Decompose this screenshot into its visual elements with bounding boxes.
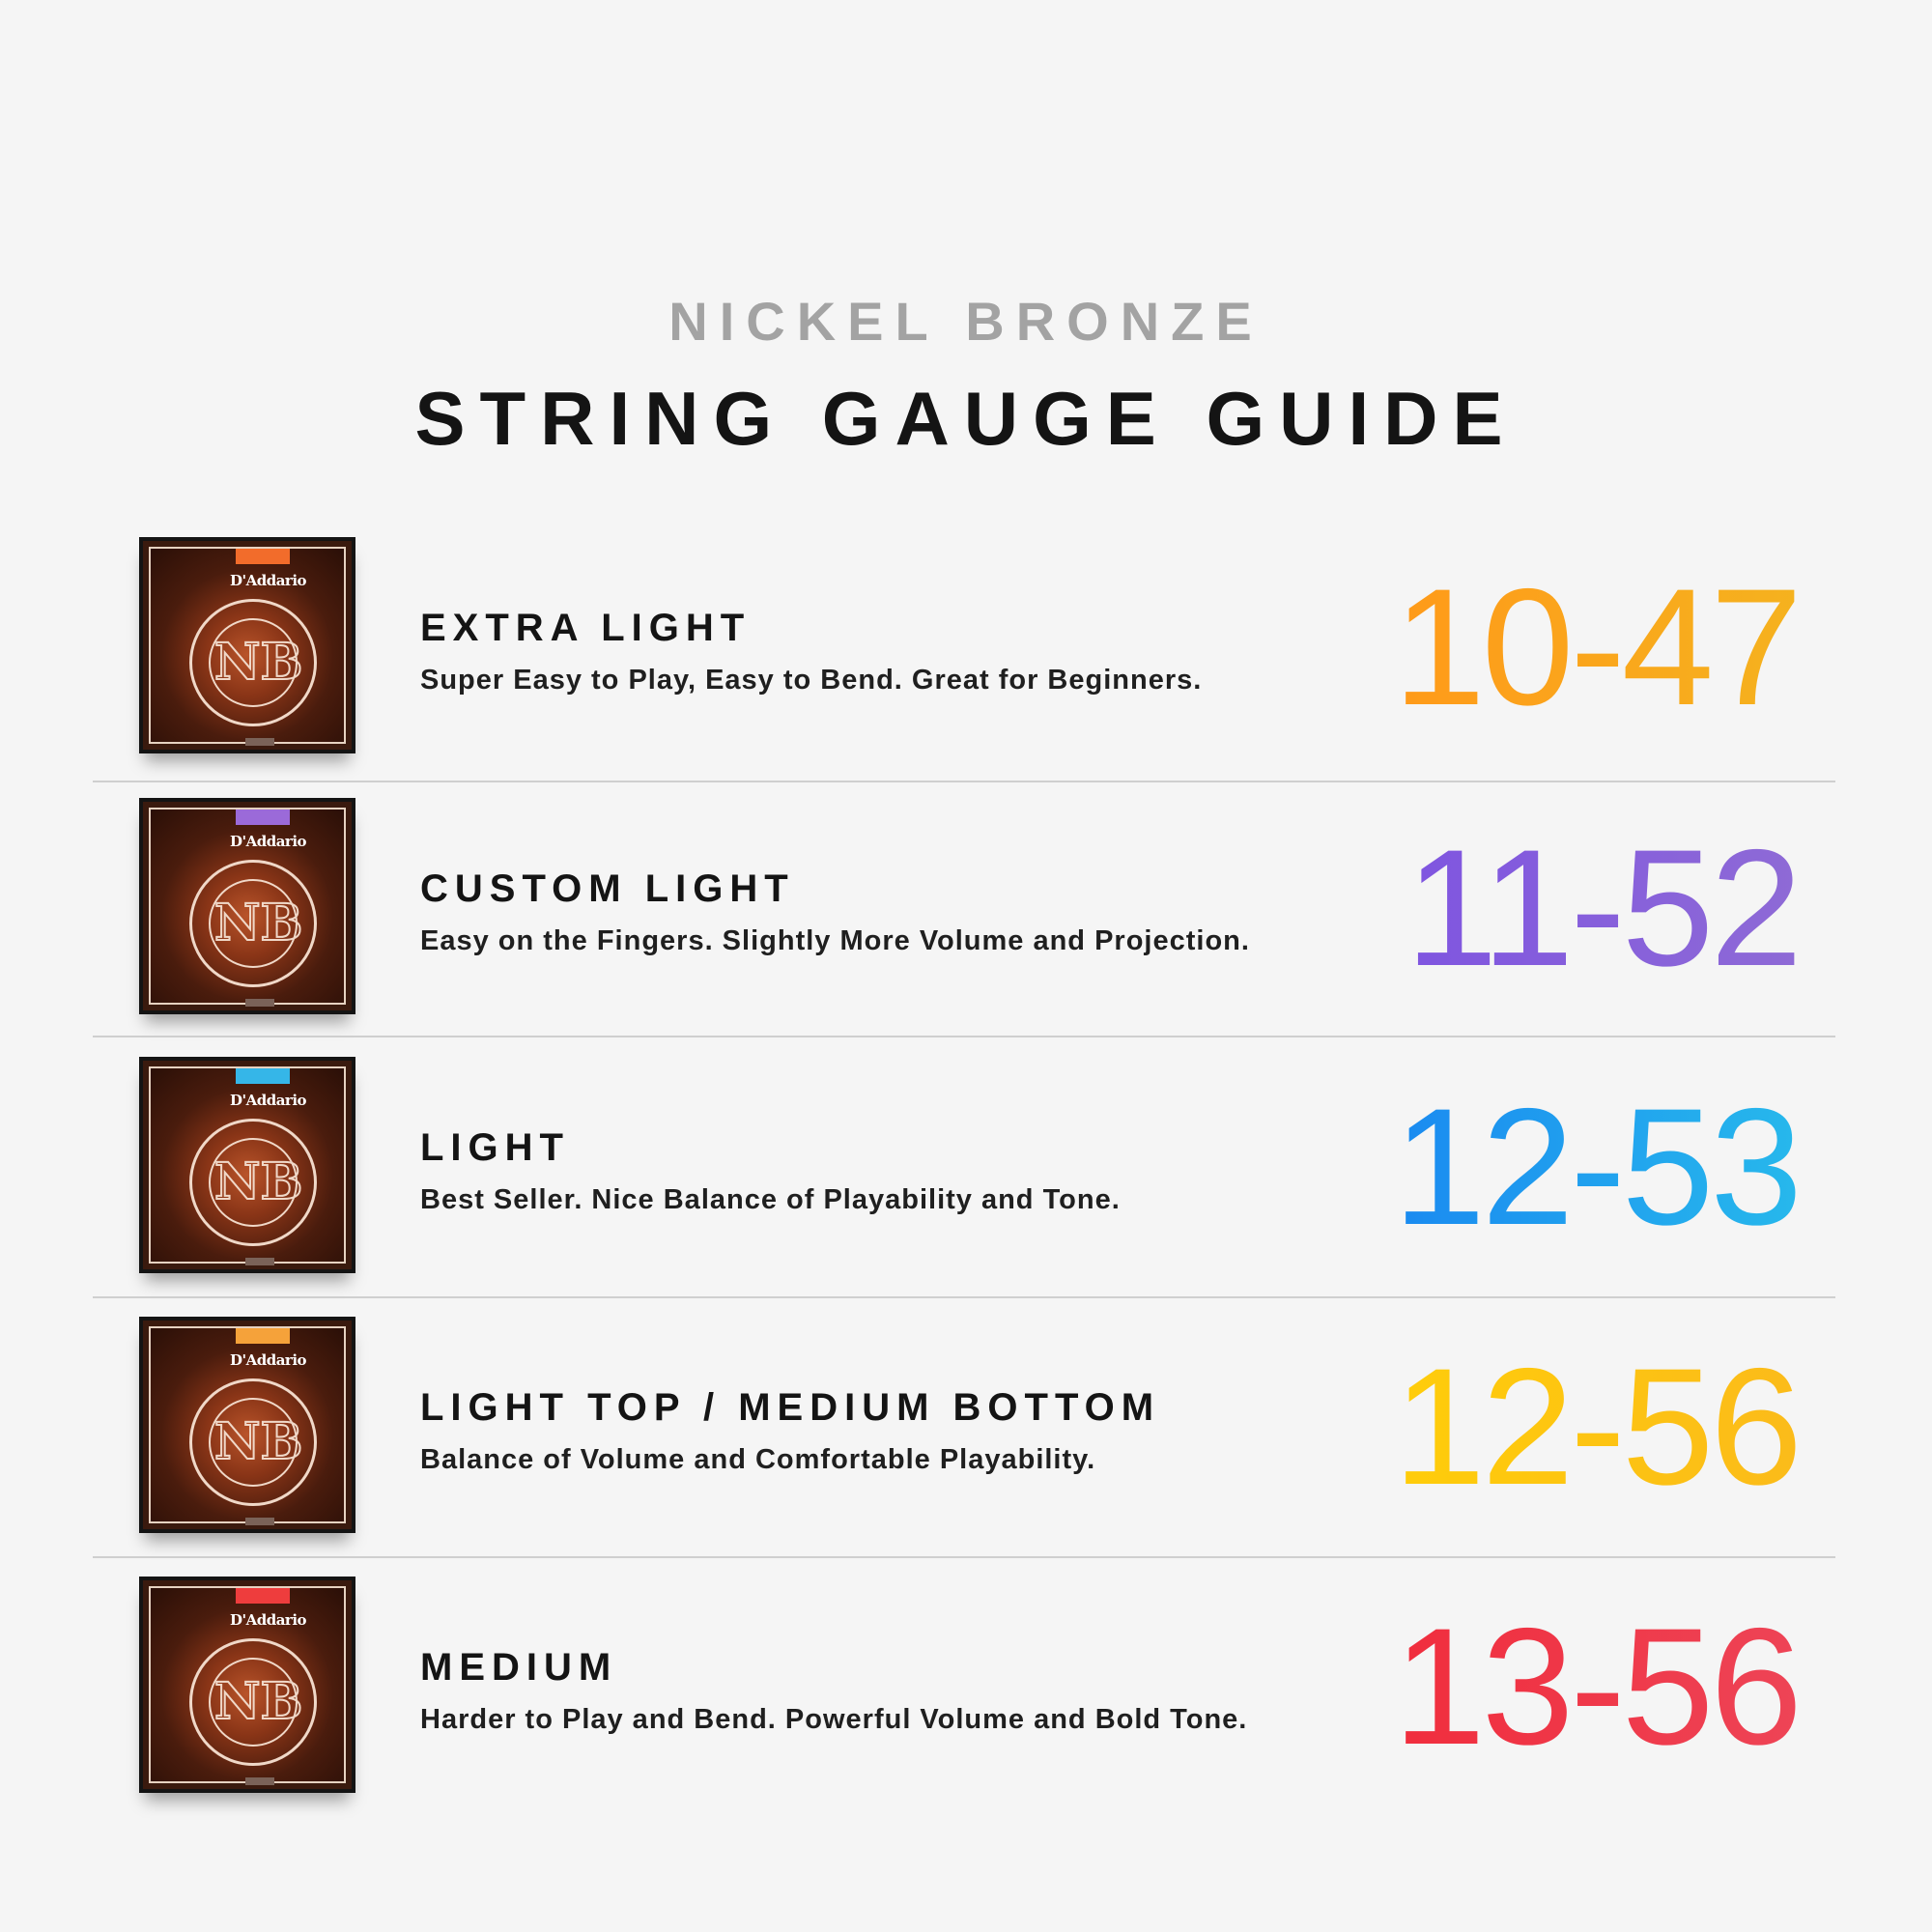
package-brand-logo: D'Addario [230, 572, 307, 589]
package-art [149, 808, 346, 1005]
package-barcode [245, 1777, 274, 1785]
page-title: STRING GAUGE GUIDE [414, 376, 1518, 461]
row-divider [93, 1036, 1835, 1037]
package-tab [236, 810, 290, 825]
nb-logo: NB [214, 1412, 303, 1471]
row-divider [93, 781, 1835, 782]
gauge-description: Super Easy to Play, Easy to Bend. Great for Beginners. [420, 665, 1203, 696]
subtitle: NICKEL BRONZE [668, 291, 1264, 352]
gauge-name: EXTRA LIGHT [420, 607, 752, 649]
gauge-value: 13-56 [1393, 1594, 1799, 1779]
string-package-image [139, 798, 355, 1014]
package-barcode [245, 999, 274, 1007]
string-package-image [139, 537, 355, 753]
gauge-value: 10-47 [1393, 554, 1799, 740]
package-art [149, 1066, 346, 1264]
package-barcode [245, 738, 274, 746]
string-package-image [139, 1317, 355, 1533]
nb-logo: NB [214, 894, 303, 952]
gauge-description: Harder to Play and Bend. Powerful Volume and Bold Tone. [420, 1704, 1248, 1735]
gauge-name: LIGHT TOP / MEDIUM BOTTOM [420, 1386, 1161, 1429]
package-tab [236, 1328, 290, 1344]
gauge-description: Easy on the Fingers. Slightly More Volume and Projection. [420, 925, 1250, 956]
string-package-image [139, 1577, 355, 1793]
package-tab [236, 549, 290, 564]
gauge-value: 11-52 [1405, 815, 1799, 1001]
package-barcode [245, 1258, 274, 1265]
package-art [149, 1326, 346, 1523]
nb-logo: NB [214, 633, 303, 692]
package-barcode [245, 1518, 274, 1525]
package-art [149, 547, 346, 744]
package-art [149, 1586, 346, 1783]
gauge-value: 12-53 [1393, 1074, 1799, 1260]
row-divider [93, 1296, 1835, 1298]
gauge-description: Balance of Volume and Comfortable Playability. [420, 1444, 1096, 1475]
package-brand-logo: D'Addario [230, 1092, 307, 1109]
package-tab [236, 1588, 290, 1604]
gauge-name: LIGHT [420, 1126, 570, 1169]
nb-logo: NB [214, 1152, 303, 1211]
package-tab [236, 1068, 290, 1084]
row-divider [93, 1556, 1835, 1558]
gauge-name: MEDIUM [420, 1646, 618, 1689]
gauge-value: 12-56 [1393, 1334, 1799, 1520]
gauge-description: Best Seller. Nice Balance of Playability and Tone. [420, 1184, 1121, 1215]
package-brand-logo: D'Addario [230, 1351, 307, 1369]
string-package-image [139, 1057, 355, 1273]
package-brand-logo: D'Addario [230, 833, 307, 850]
package-brand-logo: D'Addario [230, 1611, 307, 1629]
gauge-name: CUSTOM LIGHT [420, 867, 795, 910]
nb-logo: NB [214, 1672, 303, 1731]
